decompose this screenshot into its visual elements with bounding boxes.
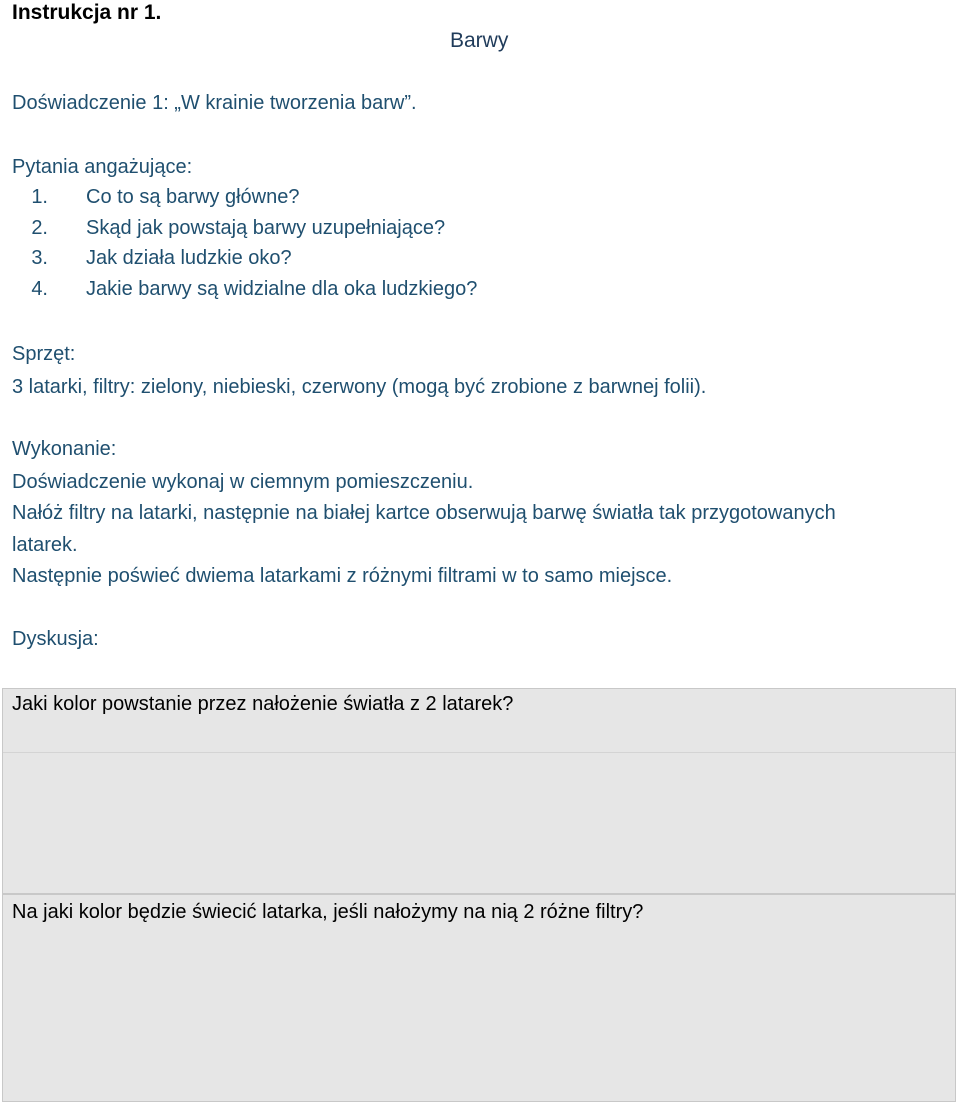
questions-heading: Pytania angażujące: (12, 156, 193, 178)
list-item-text: Jakie barwy są widzialne dla oka ludzkiego? (86, 277, 478, 300)
equipment-text: 3 latarki, filtry: zielony, niebieski, czerwony (mogą być zrobione z barwnej folii). (12, 376, 707, 398)
discussion-question-2: Na jaki kolor będzie świecić latarka, jeśli nałożymy na nią 2 różne filtry? (12, 901, 644, 923)
subject-title: Barwy (450, 29, 509, 52)
row-divider (3, 752, 955, 753)
list-item-number: 3. (31, 247, 48, 269)
list-item (12, 182, 477, 213)
list-item-number: 4. (31, 277, 48, 300)
list-item (12, 213, 477, 244)
discussion-heading: Dyskusja: (12, 628, 99, 650)
list-item (12, 243, 477, 274)
discussion-answer-box-2[interactable] (2, 894, 956, 1102)
list-item-text: Skąd jak powstają barwy uzupełniające? (86, 216, 446, 239)
discussion-answer-box-1[interactable] (2, 688, 956, 894)
execution-line-2: Nałóż filtry na latarki, następnie na białej kartce obserwują barwę światła tak przygotowanych (12, 502, 836, 524)
execution-line-3: latarek. (12, 534, 78, 556)
questions-list (12, 182, 477, 304)
list-item-text: Co to są barwy główne? (86, 186, 300, 208)
instruction-title: Instrukcja nr 1. (12, 1, 162, 24)
experiment-title: Doświadczenie 1: „W krainie tworzenia barw”. (12, 92, 417, 114)
execution-line-1: Doświadczenie wykonaj w ciemnym pomieszczeniu. (12, 471, 474, 493)
list-item (12, 274, 477, 305)
equipment-heading: Sprzęt: (12, 343, 76, 365)
execution-line-4: Następnie poświeć dwiema latarkami z różnymi filtrami w to samo miejsce. (12, 565, 673, 587)
list-item-number: 2. (31, 216, 48, 239)
list-item-number: 1. (31, 186, 48, 208)
execution-heading: Wykonanie: (12, 438, 117, 460)
list-item-text: Jak działa ludzkie oko? (86, 247, 292, 269)
discussion-question-1: Jaki kolor powstanie przez nałożenie światła z 2 latarek? (12, 693, 514, 715)
